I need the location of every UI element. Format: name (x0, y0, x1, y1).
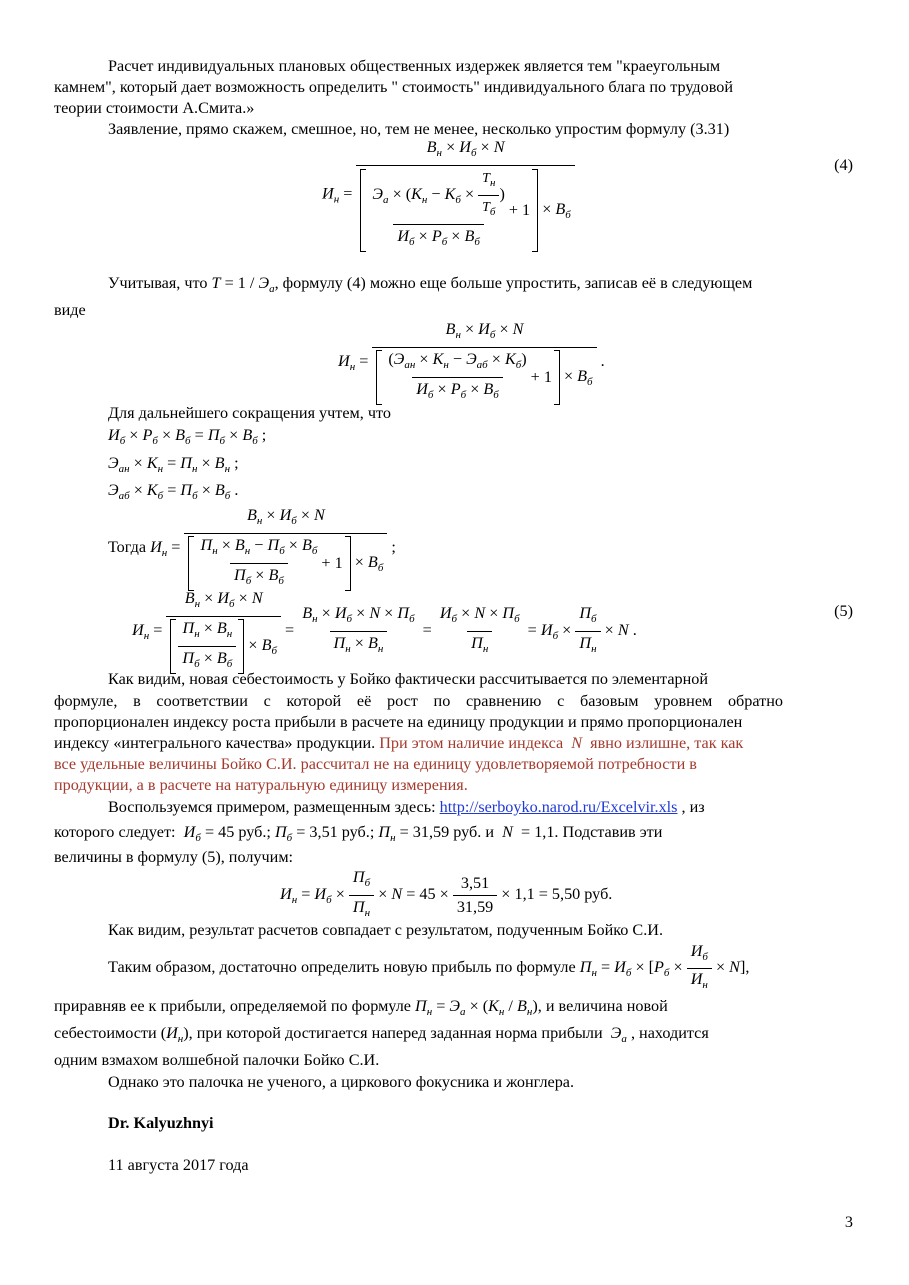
date-line: 11 августа 2017 года (108, 1156, 249, 1174)
formula-numeric: $И_н = И_б$ × $\frac{П_б}{П_н}$ × N = 45 × $\frac{3,51}{31,59}$ × 1,1 = 5,50 руб. (280, 868, 612, 923)
paragraph-line: Расчет индивидуальных плановых общественных издержек является тем "краеугольным (108, 57, 721, 75)
paragraph-line: Воспользуемся примером, размещенным здесь: http://serboyko.narod.ru/Excelvir.xls , из (108, 798, 705, 816)
paragraph-line: камнем", который дает возможность определить " стоимость" индивидуального блага по трудовой (54, 78, 734, 96)
paragraph-line: пропорционален индексу роста прибыли в расчете на единицу продукции и прямо пропорционален (54, 713, 743, 731)
paragraph-line: индексу «интегрального качества» продукции. При этом наличие индекса N явно излишне, так как (54, 734, 744, 752)
formula-simplified: $И_н$ = $В_н \times И_б \times N$ $\frac{(Э_{ан} \times К_н - Э_{аб} \times К_б)}{И_б \times Р_б \times В_б}$ + 1 × $В_б$ . (338, 320, 605, 405)
paragraph-line: Заявление, прямо скажем, смешное, но, тем не менее, несколько упростим формулу (3.31) (108, 120, 730, 138)
paragraph-line: формуле, в соответствии с которой её рост по сравнению с базовым уровнем обратно (54, 692, 783, 710)
paragraph-line: приравняв ее к прибыли, определяемой по формуле $П_н = Э_а \times (К_н / В_н)$, и величина новой (54, 997, 668, 1018)
equation-number: (5) (834, 602, 853, 620)
identity-3: $Э_{аб} \times К_б = П_б \times В_б$ . (108, 481, 239, 502)
paragraph-line: продукции, а в расчете на натуральную единицу измерения. (54, 776, 468, 794)
formula-togda: Тогда $И_н$ = $В_н \times И_б \times N$ $\frac{П_н \times В_н - П_б \times В_б}{П_б \times В_б}$ + 1 × $В_б$ ; (108, 506, 396, 591)
formula-5: $И_н$ = $В_н \times И_б \times N$ $\frac{П_н \times В_н}{П_б \times В_б}$ × $В_б$ = $\frac{В_н \times И_б \times N \times П_б}{П_н \times В_н}$ = $\frac{И_б \times N \times П_б}{П_н}$ = $И_б$ × $\frac{П_б}{П_н}$ × N . (132, 589, 637, 674)
paragraph-line: Для дальнейшего сокращения учтем, что (108, 404, 391, 422)
formula-4: $И_н$ = $В_н \times И_б \times N$ $Э_а \times (К_н - К_б$ × $\frac{Т_н}{Т_б}$ ) $И_б \times Р_б \times В_б$ + 1 × $В_б$ (322, 138, 575, 252)
paragraph-line: все удельные величины Бойко С.И. рассчитал не на единицу удовлетворяемой потребности в (54, 755, 697, 773)
paragraph-line: себестоимости $(И_н)$, при которой достигается наперед заданная норма прибыли $Э_а$ , находится (54, 1024, 709, 1045)
identity-2: $Э_{ан} \times К_н = П_н \times В_н$ ; (108, 454, 239, 475)
paragraph-line: Как видим, результат расчетов совпадает с результатом, подученным Бойко С.И. (108, 921, 664, 939)
paragraph-line: одним взмахом волшебной палочки Бойко С.И. (54, 1051, 380, 1069)
identity-1: $И_б \times Р_б \times В_б = П_б \times В_б$ ; (108, 426, 267, 447)
paragraph-line: величины в формулу (5), получим: (54, 848, 294, 866)
author-signature: Dr. Kalyuzhnyi (108, 1114, 214, 1132)
equation-number: (4) (834, 156, 853, 174)
paragraph-line: Учитывая, что $Т = 1 / Э_а$, формулу (4) можно еще больше упростить, записав её в следующем (108, 274, 753, 295)
paragraph-line: Однако это палочка не ученого, а циркового фокусника и жонглера. (108, 1073, 575, 1091)
paragraph-line: теории стоимости А.Смита.» (54, 99, 255, 117)
excel-link[interactable]: http://serboyko.narod.ru/Excelvir.xls (439, 798, 678, 816)
paragraph-line: Таким образом, достаточно определить новую прибыль по формуле $П_н = И_б \times [Р_б$ × $\frac{И_б}{И_н}$ × N], (108, 943, 858, 994)
paragraph-line: виде (54, 301, 86, 319)
paragraph-line: которого следует: $И_б = 45$ руб.; $П_б = 3,51$ руб.; $П_н = 31,59$ руб. и N = 1,1. Подставив эти (54, 823, 663, 844)
page-number: 3 (844, 1213, 853, 1231)
paragraph-line: Как видим, новая себестоимость у Бойко фактически рассчитывается по элементарной (108, 670, 709, 688)
